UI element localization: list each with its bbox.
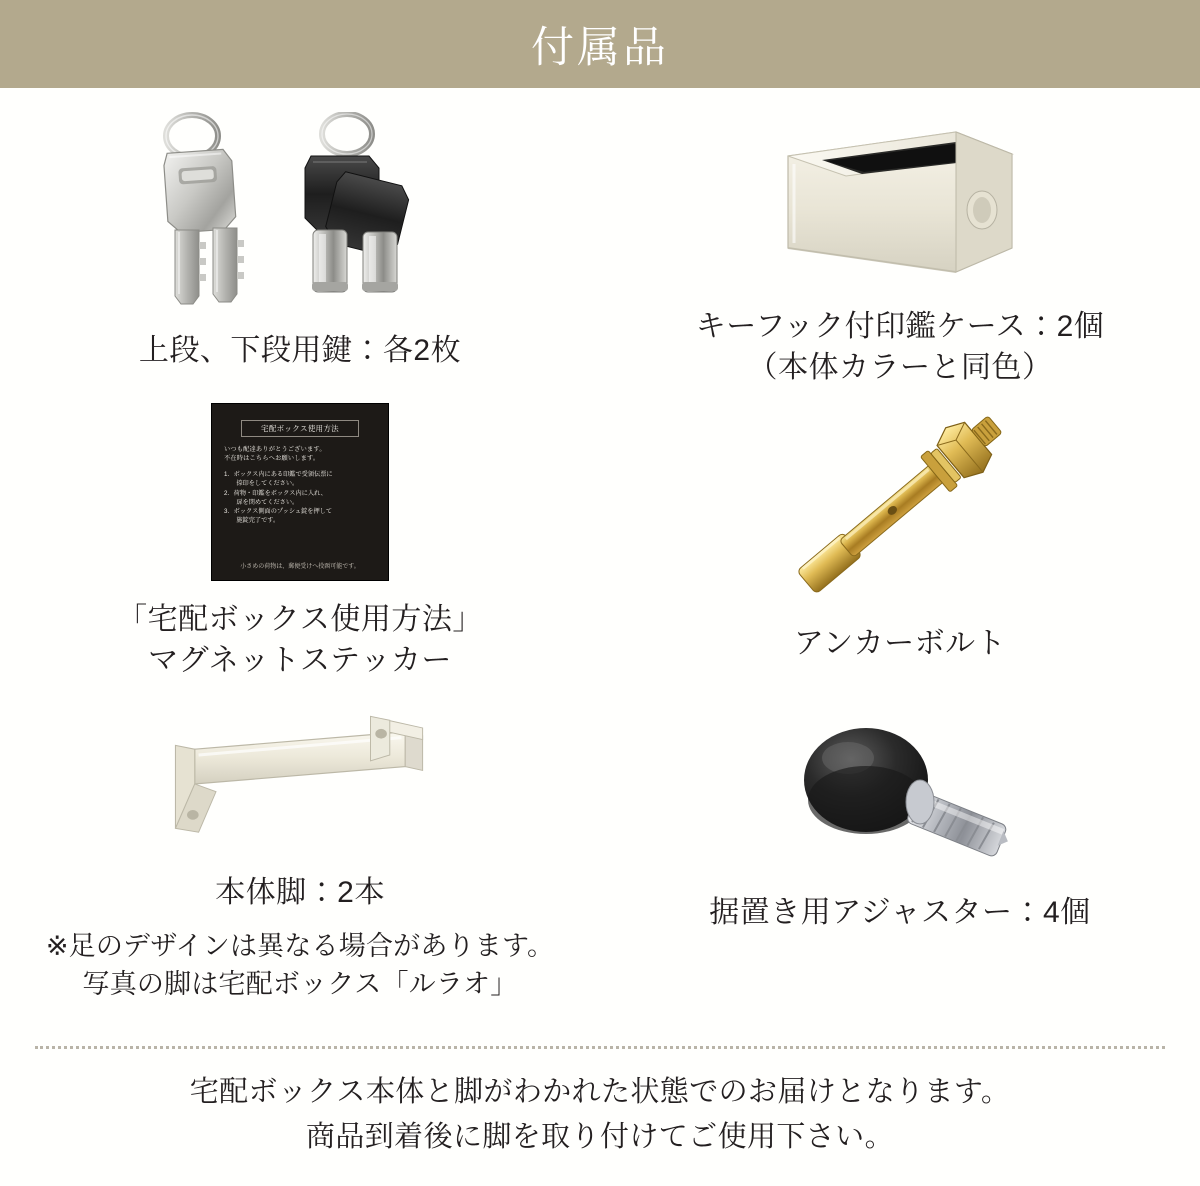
accessory-caption-stamp-case [696, 306, 1105, 389]
sticker-step-2a: 2．荷物・印鑑をボックス内に入れ、 [224, 489, 327, 497]
accessory-caption-adjuster [709, 892, 1090, 933]
accessory-caption-body-leg-main: 本体脚：2本 [215, 875, 385, 909]
sticker-title: 宅配ボックス使用方法 [241, 420, 359, 437]
sticker-intro-1: いつも配達ありがとうございます。 [224, 445, 326, 453]
sticker-footnote: 小さめの荷物は、郵便受けへ投函可能です。 [240, 563, 360, 570]
accessories-row-3 [0, 708, 1200, 1004]
body-leg-note-line-2: 写真の脚は宅配ボックス「ルラオ」 [82, 969, 518, 1000]
magnet-sticker-icon [211, 403, 389, 581]
accessory-caption-anchor-bolt [794, 623, 1006, 664]
keys-icon [135, 112, 465, 312]
accessory-caption-anchor-bolt-main: アンカーボルト [793, 626, 1007, 660]
footer-line-2: 商品到着後に脚を取り付けてご使用下さい。 [305, 1120, 894, 1153]
accessories-grid [0, 88, 1200, 1004]
body-leg-icon [160, 708, 440, 858]
accessory-caption-stamp-case-sub: （本体カラーと同色） [747, 351, 1053, 385]
adjuster-icon [780, 708, 1020, 878]
sticker-step-2b: 扉を閉めてください。 [224, 498, 299, 506]
key-hook-stamp-case-icon [750, 108, 1050, 288]
accessories-row-2 [0, 403, 1200, 682]
page-footer [0, 1070, 1200, 1160]
accessory-caption-stamp-case-main: キーフック付印鑑ケース：2個 [695, 310, 1105, 343]
accessory-item-body-leg [0, 708, 600, 1004]
body-leg-note [46, 927, 554, 1004]
magnet-sticker-graphic [211, 403, 389, 581]
sticker-step-1a: 1．ボックス内にある印鑑で受領伝票に [224, 471, 333, 478]
accessory-caption-keys [139, 330, 461, 371]
accessory-caption-magnet-sticker [117, 599, 483, 682]
accessory-caption-magnet-sticker-main: 「宅配ボックス使用方法」 [117, 602, 483, 636]
page-header [0, 0, 1200, 88]
accessory-caption-body-leg [215, 872, 385, 913]
sticker-step-3a: 3．ボックス側面のプッシュ錠を押して [224, 508, 333, 516]
sticker-steps [224, 470, 376, 526]
accessory-caption-adjuster-main: 据置き用アジャスター：4個 [709, 895, 1091, 929]
accessory-caption-magnet-sticker-sub: マグネットステッカー [148, 644, 452, 678]
accessory-item-keys [0, 98, 600, 389]
section-divider [35, 1046, 1165, 1049]
accessory-item-magnet-sticker [0, 403, 600, 682]
accessories-row-1 [0, 98, 1200, 389]
anchor-bolt-icon [770, 409, 1030, 599]
accessory-item-stamp-case [600, 98, 1200, 389]
sticker-intro-2: 不在時はこちらへお願いします。 [224, 455, 320, 463]
accessory-item-adjuster [600, 708, 1200, 1004]
body-leg-note-line-1: ※足のデザインは異なる場合があります。 [45, 930, 555, 961]
sticker-step-1b: 捺印をしてください。 [224, 480, 299, 488]
accessory-caption-keys-main: 上段、下段用鍵：各2枚 [138, 334, 462, 367]
footer-line-1: 宅配ボックス本体と脚がわかれた状態でのお届けとなります。 [189, 1076, 1011, 1108]
page-title: 付属品 [531, 23, 669, 72]
accessory-item-anchor-bolt [600, 403, 1200, 682]
sticker-step-3b: 施錠完了です。 [224, 517, 280, 525]
